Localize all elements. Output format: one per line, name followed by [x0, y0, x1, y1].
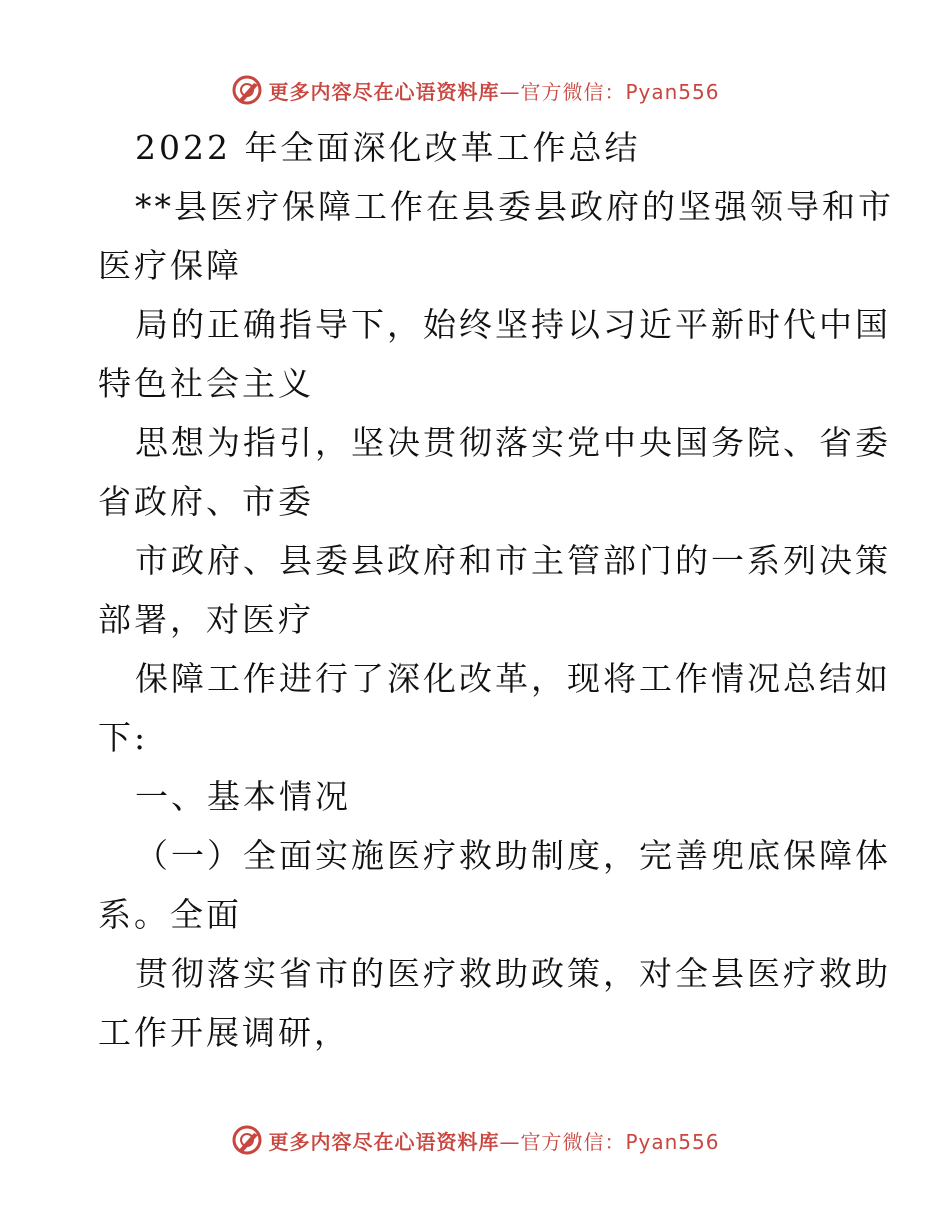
text-line: 省政府、市委: [98, 482, 314, 521]
watermark-sub: 官方微信：Pyan556: [520, 79, 720, 104]
watermark-text: [268, 1126, 719, 1155]
watermark-dash: —: [499, 79, 521, 104]
watermark-sub: 官方微信：Pyan556: [520, 1129, 720, 1154]
section-heading: 一、基本情况: [135, 777, 351, 816]
pen-logo-icon: [230, 73, 264, 107]
watermark-text: [268, 76, 719, 105]
watermark-header: [0, 70, 950, 110]
watermark-footer: [0, 1120, 950, 1160]
document-title: 2022 年全面深化改革工作总结: [135, 128, 641, 167]
text-line: 贯彻落实省市的医疗救助政策，对全县医疗救助: [135, 954, 891, 993]
text-line: 下:: [98, 718, 149, 757]
text-line: 思想为指引，坚决贯彻落实党中央国务院、省委: [135, 423, 891, 462]
text-line: 保障工作进行了深化改革，现将工作情况总结如: [135, 659, 891, 698]
watermark-dash: —: [499, 1129, 521, 1154]
text-line: **县医疗保障工作在县委县政府的坚强领导和市: [135, 187, 894, 226]
text-line: 局的正确指导下，始终坚持以习近平新时代中国: [135, 305, 891, 344]
watermark-main: 更多内容尽在心语资料库: [268, 79, 500, 104]
pen-logo-icon: [230, 1123, 264, 1157]
document-body: [98, 118, 894, 1062]
text-line: 工作开展调研，: [98, 1013, 350, 1052]
text-line: 部署，对医疗: [98, 600, 314, 639]
watermark-main: 更多内容尽在心语资料库: [268, 1129, 500, 1154]
text-line: 医疗保障: [98, 246, 242, 285]
text-line: 系。全面: [98, 895, 242, 934]
text-line: 特色社会主义: [98, 364, 314, 403]
subsection-heading: （一）全面实施医疗救助制度，完善兜底保障体: [135, 836, 891, 875]
text-line: 市政府、县委县政府和市主管部门的一系列决策: [135, 541, 891, 580]
